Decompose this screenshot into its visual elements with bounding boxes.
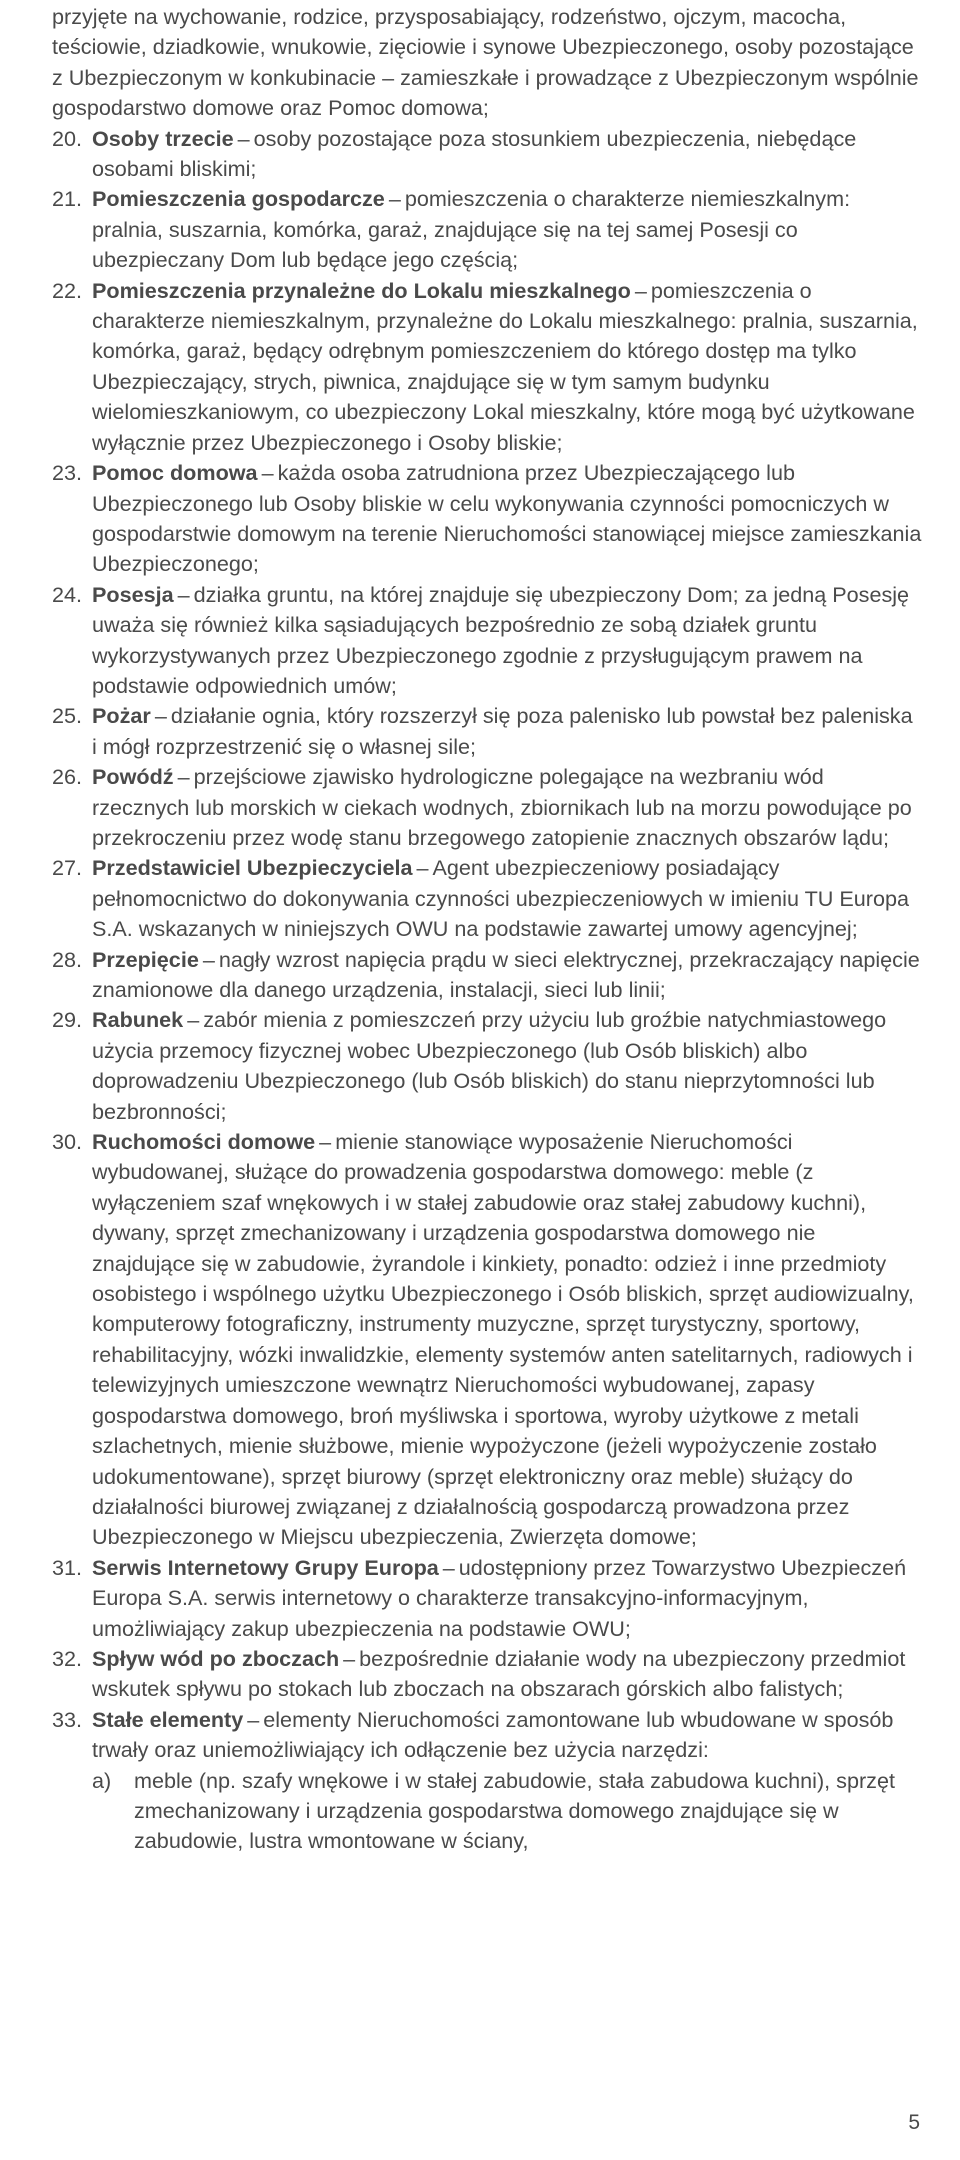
definition-text: bezpośrednie działanie wody na ubezpieczony przedmiot wskutek spływu po stokach lub zboczach na obszarach górskich albo falistych; [92,1645,906,1702]
definition-dash: – [177,581,190,607]
definition-term: Rabunek [92,1007,184,1033]
definition-term: Posesja [92,581,174,607]
definition-item [52,580,922,702]
definition-dash: – [247,1706,260,1732]
definition-dash: – [416,855,429,881]
definition-term: Pomieszczenia gospodarcze [92,186,385,212]
definition-item [52,1127,922,1553]
definition-term: Pomieszczenia przynależne do Lokalu mieszkalnego [92,277,631,303]
definition-item [52,184,922,275]
definition-subitem [92,1766,922,1857]
definition-sublist [92,1766,922,1857]
definition-term: Osoby trzecie [92,125,234,151]
definition-item [52,945,922,1006]
definition-item [52,276,922,458]
definition-dash: – [634,277,647,303]
definition-number: 30. [52,1129,83,1155]
definition-item [52,853,922,944]
definition-term: Pożar [92,703,151,729]
definition-dash: – [237,125,250,151]
definition-number: 31. [52,1554,83,1580]
definition-text: nagły wzrost napięcia prądu w sieci elektrycznej, przekraczający napięcie znamionowe dla danego urządzenia, instalacji, sieci lub linii; [92,946,920,1002]
definition-dash: – [442,1554,455,1580]
definition-text: działanie ognia, który rozszerzył się poza palenisko lub powstał bez paleniska i mógł rozprzestrzenić się o własnej sile; [92,703,913,759]
definition-item [52,458,922,580]
definition-text: Agent ubezpieczeniowy posiadający pełnomocnictwo do dokonywania czynności ubezpieczeniowych w imieniu TU Europa S.A. wskazanych w niniejszych OWU na podstawie zawartej umowy agencyjnej; [92,855,909,942]
definition-term: Ruchomości domowe [92,1129,316,1155]
definition-text: elementy Nieruchomości zamontowane lub wbudowane w sposób trwały oraz uniemożliwiający ich odłączenie bez użycia narzędzi: [92,1706,894,1763]
definition-dash: – [177,764,190,790]
definition-number: 28. [52,946,83,972]
definition-item [52,701,922,762]
subitem-label: a) [92,1767,112,1793]
definition-items [52,124,922,1857]
definition-item [52,1553,922,1644]
continuation-paragraph: przyjęte na wychowanie, rodzice, przysposabiający, rodzeństwo, ojczym, macocha, teściowie, dziadkowie, wnukowie, zięciowie i synowe Ubezpieczonego, osoby pozostające z Ubezpieczonym w konkubinacie – zamieszkałe i prowadzące z Ubezpieczonym wspólnie gospodarstwo domowe oraz Pomoc domowa; [52,4,919,121]
definition-text: pomieszczenia o charakterze niemieszkalnym: pralnia, suszarnia, komórka, garaż, znajdujące się na tej samej Posesji co ubezpieczany Dom lub będące jego częścią; [92,186,851,273]
definition-text: przejściowe zjawisko hydrologiczne polegające na wezbraniu wód rzecznych lub morskich w ciekach wodnych, zbiornikach lub na morzu powodujące po przekroczeniu przez wodę stanu brzegowego zatopienie znacznych obszarów lądu; [92,764,912,850]
definition-term: Spływ wód po zboczach [92,1645,340,1671]
definitions-list [52,2,922,1857]
definition-number: 26. [52,764,83,790]
definition-dash: – [319,1129,332,1155]
definition-text: działka gruntu, na której znajduje się ubezpieczony Dom; za jedną Posesję uważa się również kilka sąsiadujących bezpośrednio ze sobą działek gruntu wykorzystywanych przez Ubezpieczonego zgodnie z przysługującym prawem na podstawie odpowiednich umów; [92,581,910,698]
definition-dash: – [187,1007,200,1033]
definition-term: Przedstawiciel Ubezpieczyciela [92,855,413,881]
definition-number: 32. [52,1645,83,1671]
definition-number: 23. [52,460,83,486]
definition-number: 27. [52,855,83,881]
definition-dash: – [202,946,215,972]
definition-number: 25. [52,703,83,729]
definition-term: Serwis Internetowy Grupy Europa [92,1554,439,1580]
definition-number: 24. [52,581,83,607]
definition-text: osoby pozostające poza stosunkiem ubezpieczenia, niebędące osobami bliskimi; [92,125,857,182]
definition-dash: – [261,460,274,486]
definition-text: każda osoba zatrudniona przez Ubezpieczającego lub Ubezpieczonego lub Osoby bliskie w celu wykonywania czynności pomocniczych w gospodarstwie domowym na terenie Nieruchomości stanowiącej miejsce zamieszkania Ubezpieczonego; [92,460,922,577]
definition-number: 21. [52,186,83,212]
definition-item [52,1705,922,1857]
definition-text: udostępniony przez Towarzystwo Ubezpieczeń Europa S.A. serwis internetowy o charakterze transakcyjno-informacyjnym, umożliwiający zakup ubezpieczenia na podstawie OWU; [92,1554,907,1641]
definition-dash: – [154,703,167,729]
definition-item [52,124,922,185]
definition-number: 33. [52,1706,83,1732]
definition-text: zabór mienia z pomieszczeń przy użyciu lub groźbie natychmiastowego użycia przemocy fizycznej wobec Ubezpieczonego (lub Osób bliskich) albo doprowadzeniu Ubezpieczonego (lub Osób bliskich) do stanu nieprzytomności lub bezbronności; [92,1007,887,1124]
definition-number: 22. [52,277,83,303]
definition-number: 29. [52,1007,83,1033]
page-number: 5 [908,2111,920,2134]
definition-item [52,1644,922,1705]
definition-term: Stałe elementy [92,1706,244,1732]
definition-text: mienie stanowiące wyposażenie Nieruchomości wybudowanej, służące do prowadzenia gospodarstwa domowego: meble (z wyłączeniem szaf wnękowych i w stałej zabudowie oraz stałej zabudowy kuchni), dywany, sprzęt zmechanizowany i urządzenia gospodarstwa domowego nie znajdujące się w zabudowie, żyrandole i kinkiety, ponadto: odzież i inne przedmioty osobistego i wspólnego użytku Ubezpieczonego i Osób bliskich, sprzęt audiowizualny, komputerowy fotograficzny, instrumenty muzyczne, sprzęt turystyczny, sportowy, rehabilitacyjny, wózki inwalidzkie, elementy systemów anten satelitarnych, radiowych i telewizyjnych umieszczone wewnątrz Nieruchomości wybudowanej, zapasy gospodarstwa domowego, broń myśliwska i sportowa, wyroby użytkowe z metali szlachetnych, mienie służbowe, mienie wypożyczone (jeżeli wypożyczenie zostało udokumentowane), sprzęt biurowy (sprzęt elektroniczny oraz meble) służący do działalności biurowej związanej z działalnością gospodarczą prowadzona przez Ubezpieczonego w Miejscu ubezpieczenia, Zwierzęta domowe; [92,1129,914,1550]
definition-term: Pomoc domowa [92,460,258,486]
definition-item [52,762,922,853]
subitem-text: meble (np. szafy wnękowe i w stałej zabudowie, stała zabudowa kuchni), sprzęt zmechanizowany i urządzenia gospodarstwa domowego znajdujące się w zabudowie, lustra wmontowane w ściany, [134,1767,895,1854]
definition-term: Przepięcie [92,946,199,972]
definition-dash: – [343,1645,356,1671]
definition-text: pomieszczenia o charakterze niemieszkalnym, przynależne do Lokalu mieszkalnego: pralnia, suszarnia, komórka, garaż, będący odrębnym pomieszczeniem do którego dostęp ma tylko Ubezpieczający, strych, piwnica, znajdujące się w tym samym budynku wielomieszkaniowym, co ubezpieczony Lokal mieszkalny, które mogą być użytkowane wyłącznie przez Ubezpieczonego i Osoby bliskie; [92,277,918,455]
definition-term: Powódź [92,764,174,790]
definition-item [52,1005,922,1127]
definition-number: 20. [52,125,83,151]
definition-dash: – [388,186,401,212]
